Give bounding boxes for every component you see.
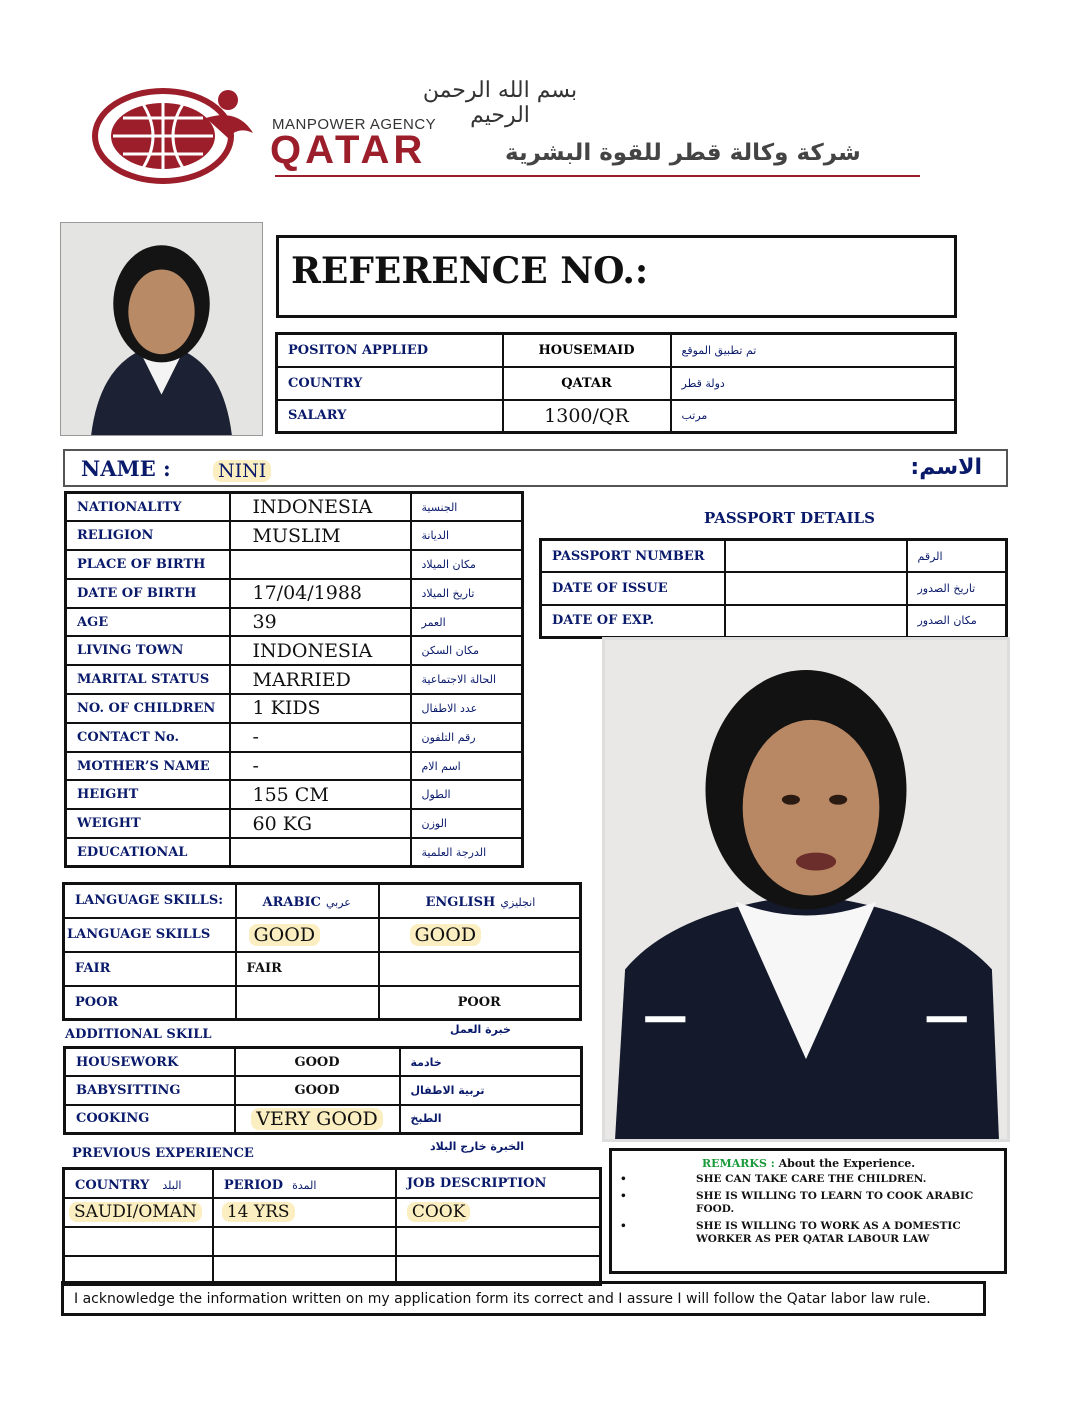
bullet-icon: • bbox=[620, 1220, 627, 1232]
personal-label: NO. OF CHILDREN bbox=[66, 694, 230, 723]
name-bar bbox=[63, 449, 1008, 487]
position-arabic: تم تطبيق الموقع bbox=[671, 334, 956, 367]
personal-arabic: الحالة الاجتماعية bbox=[411, 665, 523, 694]
name-label: NAME : bbox=[81, 456, 171, 481]
personal-arabic: الطول bbox=[411, 780, 523, 809]
agency-subtitle: MANPOWER AGENCY bbox=[272, 116, 437, 133]
table-row bbox=[64, 1227, 601, 1256]
personal-value: 155 CM bbox=[230, 780, 411, 809]
table-row bbox=[65, 1048, 582, 1077]
table-row bbox=[64, 1169, 601, 1198]
personal-arabic: العمر bbox=[411, 608, 523, 637]
remarks-subtitle: About the Experience. bbox=[778, 1157, 916, 1170]
bullet-icon: • bbox=[620, 1190, 627, 1202]
personal-label: NATIONALITY bbox=[66, 493, 230, 522]
exp-col-period: PERIOD bbox=[223, 1177, 283, 1193]
salary-label: SALARY bbox=[277, 400, 503, 433]
experience-title-ar: الخبرة خارج البلاد bbox=[430, 1140, 525, 1153]
arabic-header-ar: عربي bbox=[326, 896, 351, 910]
table-row bbox=[66, 665, 523, 694]
personal-arabic: الجنسية bbox=[411, 493, 523, 522]
personal-label: EDUCATIONAL bbox=[66, 838, 230, 867]
remark-text: SHE CAN TAKE CARE THE CHILDREN. bbox=[696, 1173, 927, 1185]
salary-value: 1300/QR bbox=[503, 400, 671, 433]
list-item bbox=[620, 1190, 995, 1216]
arabic-skill-value bbox=[236, 986, 379, 1020]
acknowledgement-box bbox=[61, 1281, 986, 1316]
country-value: QATAR bbox=[503, 367, 671, 400]
experience-table bbox=[62, 1167, 602, 1286]
personal-label: CONTACT No. bbox=[66, 723, 230, 752]
header-divider bbox=[275, 175, 920, 177]
skill-label: BABYSITTING bbox=[65, 1076, 235, 1105]
table-row bbox=[541, 605, 1007, 638]
personal-label: DATE OF BIRTH bbox=[66, 579, 230, 608]
personal-label: PLACE OF BIRTH bbox=[66, 550, 230, 579]
arabic-header-en: ARABIC bbox=[262, 895, 321, 911]
skill-value: VERY GOOD bbox=[251, 1108, 382, 1130]
agency-title: QATAR bbox=[270, 128, 427, 172]
position-value: HOUSEMAID bbox=[503, 334, 671, 367]
english-skill-value bbox=[379, 952, 581, 986]
personal-label: RELIGION bbox=[66, 521, 230, 550]
exp-col-job: JOB DESCRIPTION bbox=[396, 1169, 601, 1198]
english-header-ar: انجليزي bbox=[500, 896, 536, 910]
personal-value: - bbox=[230, 752, 411, 781]
personal-arabic: اسم الام bbox=[411, 752, 523, 781]
table-row bbox=[64, 952, 581, 986]
agency-arabic-name: شركة وكالة قطر للقوة البشرية bbox=[505, 140, 861, 166]
table-row bbox=[66, 838, 523, 867]
personal-arabic: رقم التلفون bbox=[411, 723, 523, 752]
personal-arabic: مكان الميلاد bbox=[411, 550, 523, 579]
salary-arabic: مرتب bbox=[671, 400, 956, 433]
language-row-label: FAIR bbox=[64, 952, 236, 986]
list-item bbox=[620, 1220, 995, 1246]
passport-label: PASSPORT NUMBER bbox=[541, 540, 725, 573]
exp-country-value: SAUDI/OMAN bbox=[69, 1202, 202, 1222]
personal-label: AGE bbox=[66, 608, 230, 637]
personal-value bbox=[230, 550, 411, 579]
table-row bbox=[66, 809, 523, 838]
table-row bbox=[66, 752, 523, 781]
table-row bbox=[64, 986, 581, 1020]
personal-arabic: مكان السكن bbox=[411, 636, 523, 665]
personal-value: INDONESIA bbox=[230, 636, 411, 665]
country-arabic: دولة قطر bbox=[671, 367, 956, 400]
name-arabic-label: :الاسم bbox=[910, 455, 982, 480]
table-row bbox=[64, 1198, 601, 1227]
table-row bbox=[66, 780, 523, 809]
skill-label: HOUSEWORK bbox=[65, 1048, 235, 1077]
exp-job-value: COOK bbox=[407, 1202, 471, 1222]
skill-arabic: تربية الاطفال bbox=[400, 1076, 582, 1105]
personal-label: HEIGHT bbox=[66, 780, 230, 809]
bullet-icon: • bbox=[620, 1173, 627, 1185]
table-row bbox=[66, 723, 523, 752]
table-row bbox=[65, 1076, 582, 1105]
skill-label: COOKING bbox=[65, 1105, 235, 1134]
table-row bbox=[277, 367, 956, 400]
additional-skill-title: ADDITIONAL SKILL bbox=[65, 1027, 212, 1042]
table-row bbox=[66, 579, 523, 608]
personal-value: MUSLIM bbox=[230, 521, 411, 550]
table-row bbox=[277, 400, 956, 433]
list-item bbox=[620, 1173, 995, 1186]
english-header-en: ENGLISH bbox=[425, 895, 496, 911]
table-row bbox=[66, 694, 523, 723]
candidate-photo-small bbox=[60, 222, 263, 436]
personal-value: INDONESIA bbox=[230, 493, 411, 522]
table-row bbox=[65, 1105, 582, 1134]
language-row-label: LANGUAGE SKILLS bbox=[64, 918, 236, 952]
personal-arabic: عدد الاطفال bbox=[411, 694, 523, 723]
personal-value: 60 KG bbox=[230, 809, 411, 838]
skill-arabic: الطبخ bbox=[400, 1105, 582, 1134]
personal-value: MARRIED bbox=[230, 665, 411, 694]
passport-value bbox=[725, 605, 907, 638]
position-label: POSITON APPLIED bbox=[277, 334, 503, 367]
passport-label: DATE OF ISSUE bbox=[541, 572, 725, 605]
table-row bbox=[541, 540, 1007, 573]
english-skill-value: POOR bbox=[379, 986, 581, 1020]
personal-details-table bbox=[64, 491, 524, 868]
agency-logo bbox=[88, 78, 268, 188]
personal-arabic: الوزن bbox=[411, 809, 523, 838]
acknowledgement-text: I acknowledge the information written on my application form its correct and I assure I will follow the Qatar labor law rule. bbox=[74, 1291, 931, 1307]
passport-title: PASSPORT DETAILS bbox=[704, 509, 875, 527]
table-row bbox=[541, 572, 1007, 605]
additional-skill-title-ar: خبرة العمل bbox=[450, 1023, 511, 1036]
personal-value: 1 KIDS bbox=[230, 694, 411, 723]
remark-text: SHE IS WILLING TO WORK AS A DOMESTIC WORKER AS PER QATAR LABOUR LAW bbox=[696, 1220, 961, 1245]
exp-col-country-ar: البلد bbox=[162, 1178, 182, 1192]
candidate-photo-large bbox=[602, 637, 1010, 1142]
personal-arabic: الديانة bbox=[411, 521, 523, 550]
personal-label: LIVING TOWN bbox=[66, 636, 230, 665]
skill-value: GOOD bbox=[235, 1076, 400, 1105]
english-column-header bbox=[379, 884, 581, 918]
personal-label: MOTHER’S NAME bbox=[66, 752, 230, 781]
personal-value: 17/04/1988 bbox=[230, 579, 411, 608]
personal-label: WEIGHT bbox=[66, 809, 230, 838]
exp-col-period-ar: المدة bbox=[292, 1178, 317, 1192]
passport-value bbox=[725, 572, 907, 605]
personal-label: MARITAL STATUS bbox=[66, 665, 230, 694]
language-row-label: POOR bbox=[64, 986, 236, 1020]
skill-arabic: خادمة bbox=[400, 1048, 582, 1077]
language-table bbox=[62, 882, 582, 1021]
passport-value bbox=[725, 540, 907, 573]
position-table bbox=[275, 332, 957, 434]
personal-arabic: تاريخ الميلاد bbox=[411, 579, 523, 608]
table-row bbox=[66, 636, 523, 665]
table-row bbox=[66, 493, 523, 522]
passport-label: DATE OF EXP. bbox=[541, 605, 725, 638]
table-row bbox=[66, 521, 523, 550]
personal-value: 39 bbox=[230, 608, 411, 637]
table-row bbox=[277, 334, 956, 367]
basmala: بسم الله الرحمن الرحيم bbox=[422, 78, 578, 128]
exp-col-country: COUNTRY bbox=[75, 1177, 150, 1193]
personal-value: - bbox=[230, 723, 411, 752]
country-label: COUNTRY bbox=[277, 367, 503, 400]
arabic-column-header bbox=[236, 884, 379, 918]
exp-period-value: 14 YRS bbox=[222, 1202, 295, 1222]
experience-title: PREVIOUS EXPERIENCE bbox=[72, 1146, 254, 1161]
name-value: NINI bbox=[213, 460, 271, 482]
table-row bbox=[66, 550, 523, 579]
arabic-skill-value: GOOD bbox=[249, 924, 321, 946]
additional-skill-table bbox=[63, 1046, 583, 1135]
personal-value bbox=[230, 838, 411, 867]
reference-box bbox=[276, 235, 957, 318]
table-row bbox=[64, 884, 581, 918]
remark-text: SHE IS WILLING TO LEARN TO COOK ARABIC FOOD. bbox=[696, 1190, 974, 1215]
personal-arabic: الدرجة العلمية bbox=[411, 838, 523, 867]
reference-label: REFERENCE NO.: bbox=[291, 250, 649, 292]
arabic-skill-value: FAIR bbox=[236, 952, 379, 986]
passport-arabic: الرقم bbox=[907, 540, 1007, 573]
table-row bbox=[66, 608, 523, 637]
passport-table bbox=[539, 538, 1008, 639]
passport-arabic: تاريخ الصدور bbox=[907, 572, 1007, 605]
remarks-title: REMARKS : bbox=[702, 1157, 775, 1170]
english-skill-value: GOOD bbox=[410, 924, 482, 946]
table-row bbox=[64, 918, 581, 952]
remarks-box bbox=[609, 1148, 1007, 1274]
language-header-label: LANGUAGE SKILLS: bbox=[64, 884, 236, 918]
skill-value: GOOD bbox=[235, 1048, 400, 1077]
passport-arabic: مكان الصدور bbox=[907, 605, 1007, 638]
